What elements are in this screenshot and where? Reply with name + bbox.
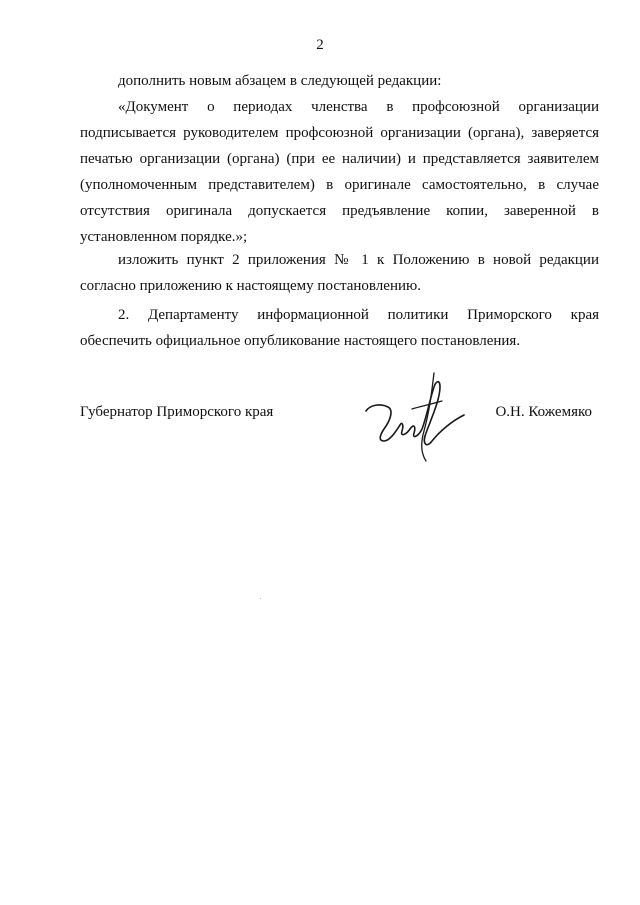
paragraph-1: дополнить новым абзацем в следующей редакции: xyxy=(118,73,442,89)
paragraph-4: 2. Департаменту информационной политики Приморского края обеспечить официальное опубликование настоящего постановления. xyxy=(80,307,599,349)
signer-title: Губернатор Приморского края xyxy=(80,404,274,420)
paragraph-2: «Документ о периодах членства в профсоюзной организации подписывается руководителем профсоюзной организации (органа), заверяется печатью организации (органа) (при ее наличии) и представляется заявителем (уполномоченным представителем) в оригинале самостоятельно, в случае отсутствия оригинала допускается предъявление копии, заверенной в установленном порядке.»; xyxy=(80,99,599,245)
handwritten-signature xyxy=(360,369,470,464)
page-number: 2 xyxy=(316,37,324,53)
scan-speck xyxy=(260,598,261,599)
signer-name: О.Н. Кожемяко xyxy=(495,404,592,420)
signature-block xyxy=(80,404,600,464)
paragraph-3: изложить пункт 2 приложения № 1 к Положению в новой редакции согласно приложению к настоящему постановлению. xyxy=(80,252,599,294)
